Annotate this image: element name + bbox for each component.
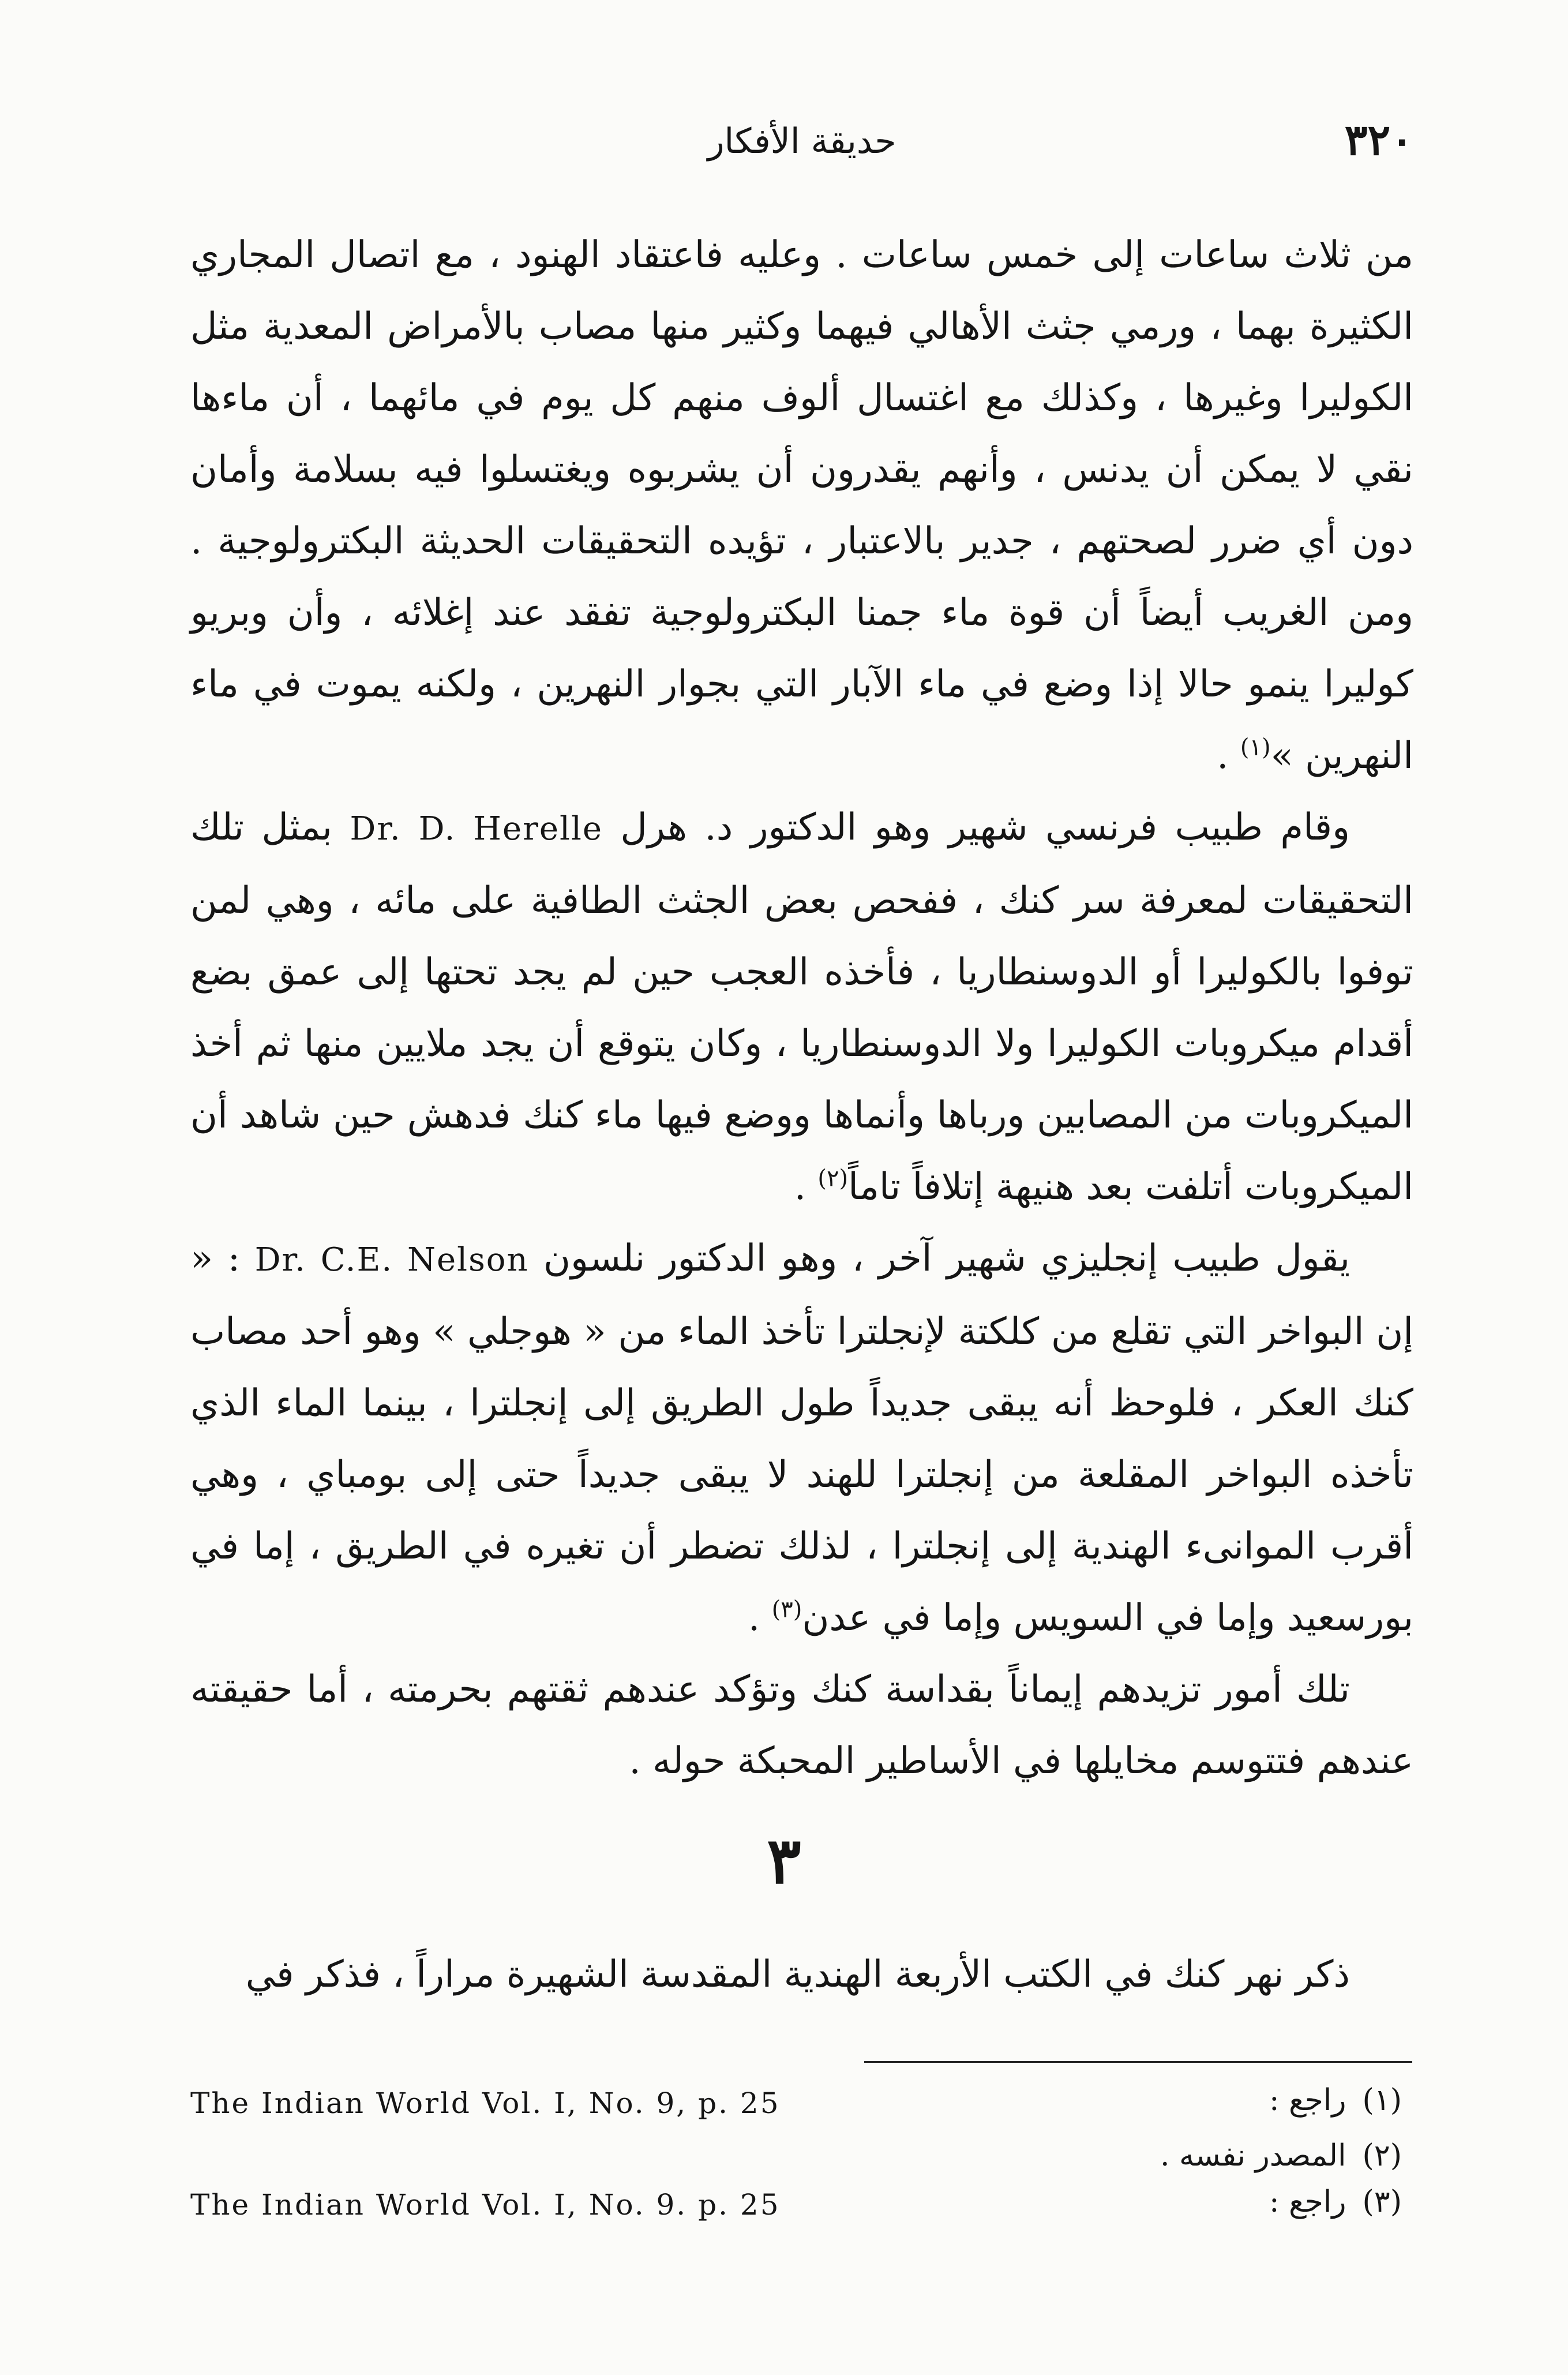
footnote-text: راجع : [1269, 2083, 1346, 2118]
body-text [190, 219, 1413, 1797]
section-first-line: ذكر نهر كنك في الكتب الأربعة الهندية المقدسة الشهيرة مراراً ، فذكر في [245, 1953, 1350, 1996]
text-run: يقول طبيب إنجليزي شهير آخر ، وهو الدكتور نلسون [528, 1237, 1351, 1280]
latin-name: Dr. D. Herelle [350, 810, 603, 848]
latin-name: Dr. C.E. Nelson [254, 1241, 529, 1279]
paragraph-4 [190, 1654, 1413, 1797]
footnote-source: The Indian World Vol. I, No. 9. p. 25 [190, 2188, 781, 2222]
footnote-reference: (٢) [817, 1165, 849, 1192]
paragraph-3 [190, 1223, 1413, 1654]
footnotes [190, 2083, 1402, 2240]
text-run: : « إن البواخر التي تقلع من كلكتة لإنجلترا تأخذ الماء من « هوجلي » وهو أحد مصاب كنك العكر ، فلوحظ أنه يبقى جديداً طول الطريق إلى إنجلترا ، بينما الماء الذي تأخذه البواخر المقلعة من إنجلترا للهند لا يبقى جديداً حتى إلى بومباي ، وهي أقرب الموانىء الهندية إلى إنجلترا ، لذلك تضطر أن تغيره في الطريق ، إما في بورسعيد وإما في السويس وإما في عدن [190, 1237, 1414, 1639]
text-run: وقام طبيب فرنسي شهير وهو الدكتور د. هرل [603, 806, 1351, 849]
text-run: تلك أمور تزيدهم إيماناً بقداسة كنك وتؤكد عندهم ثقتهم بحرمته ، أما حقيقته عندهم فتتوسم مخايلها في الأساطير المحبكة حوله . [190, 1668, 1413, 1782]
text-run: من ثلاث ساعات إلى خمس ساعات . وعليه فاعتقاد الهنود ، مع اتصال المجاري الكثيرة بهما ، ورمي جثث الأهالي فيهما وكثير منها مصاب بالأمراض المعدية مثل الكوليرا وغيرها ، وكذلك مع اغتسال ألوف منهم كل يوم في مائهما ، أن ماءها نقي لا يمكن أن يدنس ، وأنهم يقدرون أن يشربوه ويغتسلوا فيه بسلامة وأمان دون أي ضرر لصحتهم ، جدير بالاعتبار ، تؤيده التحقيقات الحديثة البكترولوجية . ومن الغريب أيضاً أن قوة ماء جمنا البكترولوجية تفقد عند إغلائه ، وأن وبريو كوليرا ينمو حالا إذا وضع في ماء الآبار التي بجوار النهرين ، ولكنه يموت في ماء النهرين » [190, 234, 1414, 777]
footnote-number: (٣) [1362, 2185, 1402, 2219]
footnote-reference: (١) [1240, 734, 1271, 761]
paragraph-1 [190, 219, 1413, 792]
footnote-divider [864, 2061, 1412, 2063]
footnote-text: راجع : [1269, 2185, 1346, 2219]
footnote-text: المصدر نفسه . [1160, 2138, 1346, 2173]
text-run: بمثل تلك التحقيقات لمعرفة سر كنك ، ففحص بعض الجثث الطافية على مائه ، وهي لمن توفوا بالكوليرا أو الدوسنطاريا ، فأخذه العجب حين لم يجد تحتها إلى عمق بضع أقدام ميكروبات الكوليرا ولا الدوسنطاريا ، وكان يتوقع أن يجد ملايين منها ثم أخذ الميكروبات من المصابين ورباها وأنماها ووضع فيها ماء كنك فدهش حين شاهد أن الميكروبات أتلفت بعد هنيهة إتلافاً تاماً [190, 806, 1414, 1208]
running-title: حديقة الأفكار [707, 121, 896, 162]
text-run: . [794, 1166, 818, 1208]
page-header [190, 115, 1413, 185]
paragraph-2 [190, 792, 1413, 1223]
section-number: ٣ [767, 1823, 801, 1898]
footnote-number: (١) [1362, 2083, 1402, 2118]
footnote-reference: (٣) [771, 1596, 802, 1623]
footnote-3 [190, 2185, 1402, 2240]
text-run: . [1217, 735, 1240, 777]
footnote-number: (٢) [1362, 2138, 1402, 2173]
text-run: . [748, 1597, 772, 1639]
footnote-source: The Indian World Vol. I, No. 9, p. 25 [190, 2086, 781, 2120]
footnote-1 [190, 2083, 1402, 2138]
footnote-2 [190, 2138, 1402, 2185]
page-number: ٣٢٠ [1344, 115, 1413, 165]
